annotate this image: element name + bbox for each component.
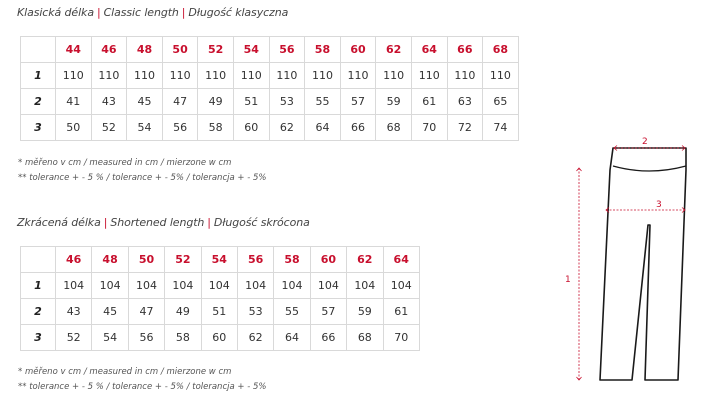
size-header-cell: 62: [376, 37, 412, 63]
measurement-value-cell: 59: [376, 89, 412, 115]
size-header-cell: 56: [237, 247, 273, 273]
measurement-value-cell: 43: [56, 299, 92, 325]
measurement-value-cell: 56: [128, 325, 164, 351]
size-header-cell: 46: [56, 247, 92, 273]
measurement-label-cell: 3: [21, 325, 56, 351]
size-header-cell: 50: [162, 37, 198, 63]
classic-size-table: [20, 36, 519, 141]
size-header-cell: 54: [201, 247, 237, 273]
measurement-value-cell: 51: [201, 299, 237, 325]
measurement-value-cell: 57: [340, 89, 376, 115]
measurement-value-cell: 70: [411, 115, 447, 141]
measurement-value-cell: 110: [198, 63, 234, 89]
measurement-value-cell: 41: [56, 89, 92, 115]
measurement-value-cell: 110: [376, 63, 412, 89]
dimension-2-label: 2: [642, 137, 648, 147]
shortened-title-en: Shortened length: [110, 216, 205, 229]
measurement-value-cell: 72: [447, 115, 483, 141]
measurement-label-cell: 1: [21, 63, 56, 89]
measurement-value-cell: 104: [310, 273, 346, 299]
measurement-value-cell: 55: [274, 299, 310, 325]
measurement-value-cell: 52: [91, 115, 127, 141]
measurement-value-cell: 47: [162, 89, 198, 115]
measurement-value-cell: 104: [274, 273, 310, 299]
measurement-value-cell: 65: [483, 89, 519, 115]
table-row: [21, 89, 519, 115]
table-row: [21, 115, 519, 141]
classic-note-tolerance: ** tolerance + - 5 % / tolerance + - 5% / tolerancja + - 5%: [18, 173, 267, 183]
pants-outline: [600, 148, 686, 380]
table-header-row: [21, 247, 420, 273]
table-row: [21, 325, 420, 351]
measurement-label-cell: 2: [21, 299, 56, 325]
measurement-value-cell: 51: [233, 89, 269, 115]
size-header-cell: 48: [92, 247, 128, 273]
measurement-value-cell: 47: [128, 299, 164, 325]
table-row: [21, 273, 420, 299]
measurement-value-cell: 60: [233, 115, 269, 141]
shortened-title-cz: Zkrácená délka: [17, 216, 101, 229]
measurement-value-cell: 66: [340, 115, 376, 141]
size-header-cell: 50: [128, 247, 164, 273]
measurement-value-cell: 58: [165, 325, 201, 351]
measurement-value-cell: 104: [201, 273, 237, 299]
measurement-value-cell: 66: [310, 325, 346, 351]
measurement-value-cell: 110: [411, 63, 447, 89]
size-header-cell: 64: [383, 247, 419, 273]
size-header-cell: 54: [233, 37, 269, 63]
measurement-value-cell: 63: [447, 89, 483, 115]
measurement-value-cell: 68: [347, 325, 383, 351]
table-row: [21, 299, 420, 325]
measurement-value-cell: 53: [269, 89, 305, 115]
measurement-value-cell: 55: [305, 89, 341, 115]
size-header-cell: 48: [127, 37, 163, 63]
size-header-cell: 46: [91, 37, 127, 63]
size-header-cell: 66: [447, 37, 483, 63]
measurement-value-cell: 104: [383, 273, 419, 299]
size-header-cell: 52: [165, 247, 201, 273]
measurement-value-cell: 45: [92, 299, 128, 325]
shortened-title-pl: Długość skrócona: [213, 216, 310, 229]
measurement-value-cell: 53: [237, 299, 273, 325]
shortened-length-title: Zkrácená délka | Shortened length | Długość skrócona: [17, 216, 310, 229]
measurement-value-cell: 57: [310, 299, 346, 325]
measurement-value-cell: 61: [383, 299, 419, 325]
shortened-note-tolerance: ** tolerance + - 5 % / tolerance + - 5% / tolerancja + - 5%: [18, 382, 267, 392]
table-header-row: [21, 37, 519, 63]
table-corner-cell: [21, 37, 56, 63]
size-header-cell: 58: [274, 247, 310, 273]
measurement-label-cell: 2: [21, 89, 56, 115]
measurement-value-cell: 104: [128, 273, 164, 299]
table-corner-cell: [21, 247, 56, 273]
classic-title-en: Classic length: [103, 6, 179, 19]
measurement-value-cell: 43: [91, 89, 127, 115]
measurement-value-cell: 110: [162, 63, 198, 89]
size-header-cell: 64: [411, 37, 447, 63]
measurement-value-cell: 74: [483, 115, 519, 141]
size-header-cell: 62: [347, 247, 383, 273]
measurement-value-cell: 110: [305, 63, 341, 89]
classic-title-cz: Klasická délka: [17, 6, 94, 19]
measurement-value-cell: 45: [127, 89, 163, 115]
measurement-value-cell: 68: [376, 115, 412, 141]
measurement-value-cell: 62: [269, 115, 305, 141]
measurement-value-cell: 110: [340, 63, 376, 89]
shortened-note-measured: * měřeno v cm / measured in cm / mierzone w cm: [18, 367, 232, 377]
measurement-value-cell: 104: [92, 273, 128, 299]
measurement-value-cell: 56: [162, 115, 198, 141]
measurement-value-cell: 104: [165, 273, 201, 299]
measurement-value-cell: 104: [237, 273, 273, 299]
measurement-value-cell: 54: [127, 115, 163, 141]
measurement-value-cell: 59: [347, 299, 383, 325]
size-header-cell: 68: [483, 37, 519, 63]
classic-length-title: Klasická délka | Classic length | Długość klasyczna: [17, 6, 289, 19]
size-header-cell: 56: [269, 37, 305, 63]
classic-note-measured: * měřeno v cm / measured in cm / mierzone w cm: [18, 158, 232, 168]
measurement-value-cell: 49: [165, 299, 201, 325]
measurement-value-cell: 110: [447, 63, 483, 89]
measurement-value-cell: 70: [383, 325, 419, 351]
measurement-value-cell: 110: [56, 63, 92, 89]
size-header-cell: 60: [310, 247, 346, 273]
measurement-value-cell: 61: [411, 89, 447, 115]
measurement-value-cell: 110: [233, 63, 269, 89]
measurement-value-cell: 60: [201, 325, 237, 351]
shortened-size-table: [20, 246, 420, 351]
measurement-value-cell: 110: [91, 63, 127, 89]
measurement-label-cell: 1: [21, 273, 56, 299]
pants-measurement-icon: [560, 130, 702, 390]
measurement-value-cell: 49: [198, 89, 234, 115]
measurement-value-cell: 110: [269, 63, 305, 89]
measurement-value-cell: 104: [347, 273, 383, 299]
table-row: [21, 63, 519, 89]
measurement-value-cell: 104: [56, 273, 92, 299]
measurement-value-cell: 64: [274, 325, 310, 351]
measurement-value-cell: 52: [56, 325, 92, 351]
measurement-value-cell: 50: [56, 115, 92, 141]
dimension-3-label: 3: [656, 200, 662, 210]
measurement-label-cell: 3: [21, 115, 56, 141]
dimension-1-label: 1: [565, 275, 571, 285]
measurement-value-cell: 110: [483, 63, 519, 89]
measurement-value-cell: 110: [127, 63, 163, 89]
measurement-value-cell: 54: [92, 325, 128, 351]
measurement-value-cell: 58: [198, 115, 234, 141]
size-header-cell: 58: [305, 37, 341, 63]
size-header-cell: 44: [56, 37, 92, 63]
measurement-value-cell: 64: [305, 115, 341, 141]
size-header-cell: 60: [340, 37, 376, 63]
classic-title-pl: Długość klasyczna: [188, 6, 289, 19]
size-header-cell: 52: [198, 37, 234, 63]
measurement-value-cell: 62: [237, 325, 273, 351]
